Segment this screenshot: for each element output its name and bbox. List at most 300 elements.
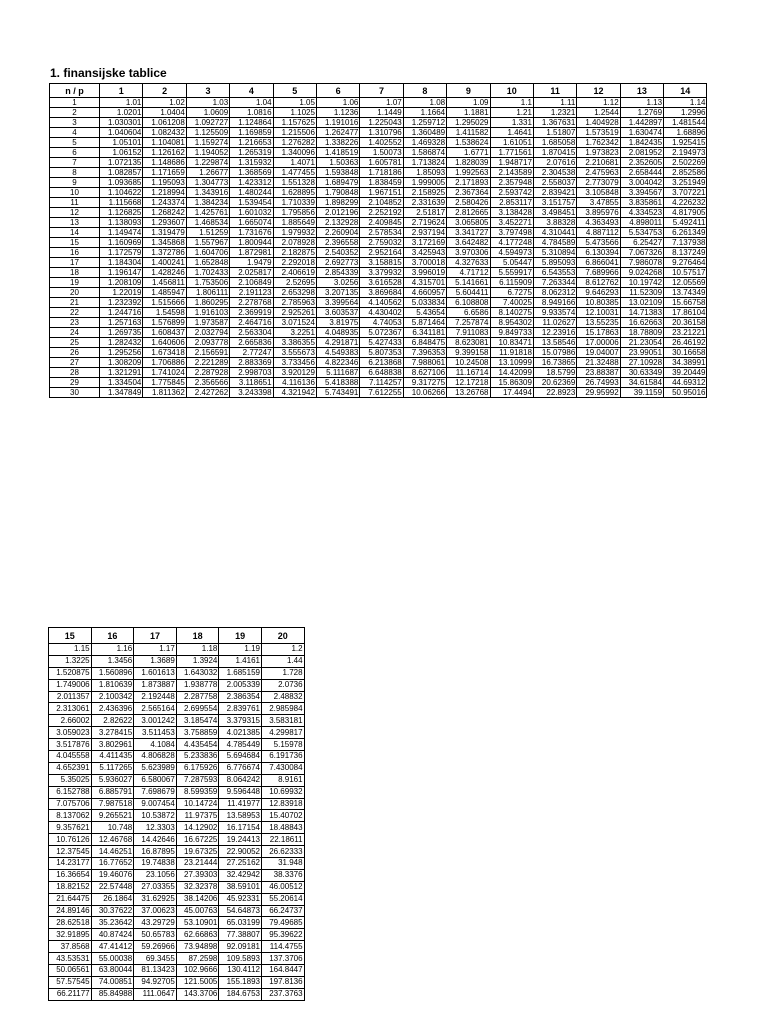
table-cell: 1.1025 <box>273 108 316 118</box>
row-period-cell: 1 <box>50 98 100 108</box>
table-cell: 2.48832 <box>261 691 304 703</box>
table-cell: 1.149474 <box>100 228 143 238</box>
table-cell: 3.185474 <box>176 715 219 727</box>
table-cell: 2.77247 <box>230 348 273 358</box>
table-row <box>49 667 305 679</box>
table-cell: 23.99051 <box>620 348 663 358</box>
table-cell: 1.673418 <box>143 348 186 358</box>
table-row <box>50 168 707 178</box>
table-cell: 1.573519 <box>577 128 620 138</box>
table-cell: 1.800944 <box>230 238 273 248</box>
table-cell: 2.883369 <box>230 358 273 368</box>
table-cell: 2.406619 <box>273 268 316 278</box>
table-cell: 1.243374 <box>143 198 186 208</box>
table-cell: 2.369919 <box>230 308 273 318</box>
column-header: 18 <box>176 628 219 644</box>
column-header: 7 <box>360 84 403 98</box>
table-cell: 19.46076 <box>91 869 134 881</box>
table-row <box>49 762 305 774</box>
table-cell: 8.954302 <box>490 318 533 328</box>
table-cell: 1.873887 <box>134 679 177 691</box>
table-cell: 1.643032 <box>176 667 219 679</box>
table-cell: 7.137938 <box>664 238 707 248</box>
table-cell: 2.210681 <box>577 158 620 168</box>
table-cell: 1.762342 <box>577 138 620 148</box>
table-cell: 17.00006 <box>577 338 620 348</box>
row-period-cell: 6 <box>50 148 100 158</box>
table-cell: 46.00512 <box>261 881 304 893</box>
table-cell: 102.9666 <box>176 965 219 977</box>
table-cell: 1.215506 <box>273 128 316 138</box>
table-cell: 2.07616 <box>533 158 576 168</box>
table-cell: 1.404928 <box>577 118 620 128</box>
column-header: 13 <box>620 84 663 98</box>
table-cell: 7.987518 <box>91 798 134 810</box>
table-cell: 4.310441 <box>533 228 576 238</box>
table-cell: 1.104081 <box>143 138 186 148</box>
table-cell: 5.233836 <box>176 751 219 763</box>
table-cell: 1.710339 <box>273 198 316 208</box>
table-cell: 1.11 <box>533 98 576 108</box>
table-cell: 2.396558 <box>316 238 359 248</box>
table-cell: 1.315932 <box>230 158 273 168</box>
table-cell: 45.92331 <box>219 893 262 905</box>
table-cell: 1.539454 <box>230 198 273 208</box>
column-header: 16 <box>91 628 134 644</box>
table-cell: 109.5893 <box>219 953 262 965</box>
table-cell: 2.143589 <box>490 168 533 178</box>
table-cell: 2.278768 <box>230 298 273 308</box>
table-cell: 19.67325 <box>176 846 219 858</box>
table-cell: 20.36158 <box>664 318 707 328</box>
table-cell: 3.379315 <box>219 715 262 727</box>
table-cell: 18.82152 <box>49 881 92 893</box>
table-cell: 4.334523 <box>620 208 663 218</box>
table-row <box>49 727 305 739</box>
table-cell: 1.1 <box>490 98 533 108</box>
table-cell: 2.952164 <box>360 248 403 258</box>
table-cell: 3.452271 <box>490 218 533 228</box>
table-cell: 1.54598 <box>143 308 186 318</box>
table-cell: 1.244716 <box>100 308 143 318</box>
table-row <box>49 846 305 858</box>
row-period-cell: 15 <box>50 238 100 248</box>
column-header: 5 <box>273 84 316 98</box>
row-period-cell: 9 <box>50 178 100 188</box>
table-cell: 1.05101 <box>100 138 143 148</box>
table-row <box>49 858 305 870</box>
table-cell: 21.32488 <box>577 358 620 368</box>
table-cell: 1.195093 <box>143 178 186 188</box>
table-cell: 16.17154 <box>219 822 262 834</box>
table-cell: 1.948717 <box>490 158 533 168</box>
table-cell: 2.565164 <box>134 703 177 715</box>
table-cell: 38.3376 <box>261 869 304 881</box>
table-cell: 3.059023 <box>49 727 92 739</box>
table-cell: 8.623081 <box>447 338 490 348</box>
table-cell: 4.327633 <box>447 258 490 268</box>
table-cell: 1.331 <box>490 118 533 128</box>
table-cell: 1.731676 <box>230 228 273 238</box>
table-row <box>50 148 707 158</box>
table-cell: 2.100342 <box>91 691 134 703</box>
table-cell: 3.555673 <box>273 348 316 358</box>
table-cell: 5.936027 <box>91 774 134 786</box>
table-cell: 1.347849 <box>100 388 143 398</box>
table-cell: 15.86309 <box>490 378 533 388</box>
table-row <box>49 739 305 751</box>
table-cell: 5.604411 <box>447 288 490 298</box>
table-cell: 1.652848 <box>186 258 229 268</box>
table-cell: 32.42942 <box>219 869 262 881</box>
table-cell: 5.534753 <box>620 228 663 238</box>
table-cell: 6.25427 <box>620 238 663 248</box>
table-cell: 2.578534 <box>360 228 403 238</box>
column-header: 11 <box>533 84 576 98</box>
table-cell: 39.20449 <box>664 368 707 378</box>
table-cell: 1.576899 <box>143 318 186 328</box>
table-cell: 1.4641 <box>490 128 533 138</box>
table-cell: 12.10031 <box>577 308 620 318</box>
table-cell: 1.604706 <box>186 248 229 258</box>
table-row <box>49 929 305 941</box>
table-cell: 14.46251 <box>91 846 134 858</box>
table-row <box>50 98 707 108</box>
table-cell: 3.758859 <box>176 727 219 739</box>
table-cell: 38.59101 <box>219 881 262 893</box>
table-cell: 65.03199 <box>219 917 262 929</box>
table-cell: 1.384234 <box>186 198 229 208</box>
table-cell: 10.19742 <box>620 278 663 288</box>
table-cell: 9.276464 <box>664 258 707 268</box>
table-cell: 23.21444 <box>176 858 219 870</box>
table-cell: 23.88387 <box>577 368 620 378</box>
table-row <box>50 228 707 238</box>
table-cell: 45.00763 <box>176 905 219 917</box>
table-cell: 12.83918 <box>261 798 304 810</box>
table-cell: 8.627106 <box>403 368 446 378</box>
table-cell: 1.16 <box>91 644 134 656</box>
table-cell: 95.39622 <box>261 929 304 941</box>
table-cell: 1.3456 <box>91 655 134 667</box>
table-cell: 17.86104 <box>664 308 707 318</box>
table-cell: 2.191123 <box>230 288 273 298</box>
table-cell: 3.386355 <box>273 338 316 348</box>
table-cell: 1.225043 <box>360 118 403 128</box>
table-cell: 8.137249 <box>664 248 707 258</box>
table-row <box>50 298 707 308</box>
row-period-cell: 26 <box>50 348 100 358</box>
table-cell: 1.126825 <box>100 208 143 218</box>
table-cell: 26.74993 <box>577 378 620 388</box>
table-cell: 10.69932 <box>261 786 304 798</box>
row-period-cell: 20 <box>50 288 100 298</box>
financial-table-part-2 <box>48 627 305 1001</box>
table-cell: 2.665836 <box>230 338 273 348</box>
table-cell: 2.156591 <box>186 348 229 358</box>
table-cell: 5.05447 <box>490 258 533 268</box>
table-cell: 22.18611 <box>261 834 304 846</box>
table-cell: 2.464716 <box>230 318 273 328</box>
table-cell: 1.411582 <box>447 128 490 138</box>
table-cell: 40.87424 <box>91 929 134 941</box>
table-cell: 74.00851 <box>91 976 134 988</box>
table-cell: 1.790848 <box>316 188 359 198</box>
column-header: 19 <box>219 628 262 644</box>
table-cell: 20.62369 <box>533 378 576 388</box>
row-period-cell: 23 <box>50 318 100 328</box>
table-cell: 1.159274 <box>186 138 229 148</box>
row-period-cell: 10 <box>50 188 100 198</box>
table-cell: 6.776674 <box>219 762 262 774</box>
table-cell: 1.811362 <box>143 388 186 398</box>
table-row <box>49 893 305 905</box>
table-cell: 32.91895 <box>49 929 92 941</box>
table-cell: 4.806828 <box>134 751 177 763</box>
table-row <box>49 715 305 727</box>
table-cell: 1.51807 <box>533 128 576 138</box>
table-cell: 1.806111 <box>186 288 229 298</box>
table-cell: 1.172579 <box>100 248 143 258</box>
table-cell: 19.74838 <box>134 858 177 870</box>
table-cell: 2.011357 <box>49 691 92 703</box>
table-cell: 9.646293 <box>577 288 620 298</box>
table-cell: 1.9479 <box>230 258 273 268</box>
table-cell: 1.979932 <box>273 228 316 238</box>
table-cell: 1.860295 <box>186 298 229 308</box>
table-cell: 1.477455 <box>273 168 316 178</box>
table-cell: 5.111687 <box>316 368 359 378</box>
table-cell: 13.58546 <box>533 338 576 348</box>
table-cell: 2.839761 <box>219 703 262 715</box>
table-cell: 1.061208 <box>143 118 186 128</box>
table-cell: 54.64873 <box>219 905 262 917</box>
table-cell: 2.287758 <box>176 691 219 703</box>
column-header: 2 <box>143 84 186 98</box>
column-header: 8 <box>403 84 446 98</box>
table-cell: 3.105848 <box>577 188 620 198</box>
table-cell: 7.612255 <box>360 388 403 398</box>
table-cell: 7.067326 <box>620 248 663 258</box>
table-cell: 4.887112 <box>577 228 620 238</box>
table-cell: 6.191736 <box>261 751 304 763</box>
table-cell: 13.10999 <box>490 358 533 368</box>
table-cell: 26.62333 <box>261 846 304 858</box>
table-cell: 1.916103 <box>186 308 229 318</box>
table-cell: 2.025817 <box>230 268 273 278</box>
row-period-cell: 19 <box>50 278 100 288</box>
table-cell: 1.885649 <box>273 218 316 228</box>
table-cell: 4.321942 <box>273 388 316 398</box>
table-cell: 2.580426 <box>447 198 490 208</box>
table-cell: 1.265319 <box>230 148 273 158</box>
table-cell: 22.8923 <box>533 388 576 398</box>
table-cell: 94.92705 <box>134 976 177 988</box>
table-cell: 3.47855 <box>577 198 620 208</box>
table-cell: 27.39303 <box>176 869 219 881</box>
table-cell: 29.95992 <box>577 388 620 398</box>
table-cell: 2.194973 <box>664 148 707 158</box>
table-cell: 24.89146 <box>49 905 92 917</box>
table-cell: 1.08 <box>403 98 446 108</box>
table-cell: 5.427433 <box>360 338 403 348</box>
table-cell: 3.517876 <box>49 739 92 751</box>
table-cell: 1.160969 <box>100 238 143 248</box>
table-cell: 1.718186 <box>360 168 403 178</box>
table-cell: 59.26966 <box>134 941 177 953</box>
table-cell: 4.549383 <box>316 348 359 358</box>
table-cell: 1.925415 <box>664 138 707 148</box>
table-cell: 1.157625 <box>273 118 316 128</box>
table-cell: 1.125509 <box>186 128 229 138</box>
row-period-cell: 25 <box>50 338 100 348</box>
table-cell: 2.593742 <box>490 188 533 198</box>
column-header: 1 <box>100 84 143 98</box>
table-header-row <box>50 84 707 98</box>
table-cell: 1.2544 <box>577 108 620 118</box>
table-cell: 1.191016 <box>316 118 359 128</box>
table-cell: 1.171659 <box>143 168 186 178</box>
table-cell: 1.304773 <box>186 178 229 188</box>
table-cell: 1.68896 <box>664 128 707 138</box>
table-cell: 15.40702 <box>261 810 304 822</box>
row-period-cell: 5 <box>50 138 100 148</box>
table-cell: 1.293607 <box>143 218 186 228</box>
table-cell: 35.23642 <box>91 917 134 929</box>
table-cell: 7.988061 <box>403 358 446 368</box>
table-cell: 4.1084 <box>134 739 177 751</box>
table-cell: 7.114257 <box>360 378 403 388</box>
table-cell: 1.06 <box>316 98 359 108</box>
table-cell: 26.46192 <box>664 338 707 348</box>
table-cell: 38.14206 <box>176 893 219 905</box>
table-cell: 11.52309 <box>620 288 663 298</box>
table-cell: 1.418519 <box>316 148 359 158</box>
table-cell: 87.2598 <box>176 953 219 965</box>
table-cell: 2.386354 <box>219 691 262 703</box>
table-cell: 1.706886 <box>143 358 186 368</box>
table-cell: 1.538624 <box>447 138 490 148</box>
table-cell: 137.3706 <box>261 953 304 965</box>
table-cell: 16.77652 <box>91 858 134 870</box>
table-cell: 5.15978 <box>261 739 304 751</box>
table-cell: 2.51817 <box>403 208 446 218</box>
table-cell: 22.90052 <box>219 846 262 858</box>
table-cell: 16.87895 <box>134 846 177 858</box>
column-header: n / p <box>50 84 100 98</box>
table-cell: 1.402552 <box>360 138 403 148</box>
table-row <box>50 178 707 188</box>
table-cell: 1.685058 <box>533 138 576 148</box>
table-cell: 5.473566 <box>577 238 620 248</box>
table-cell: 3.207135 <box>316 288 359 298</box>
table-cell: 18.5799 <box>533 368 576 378</box>
table-cell: 1.269735 <box>100 328 143 338</box>
table-cell: 121.5005 <box>176 976 219 988</box>
table-cell: 1.148686 <box>143 158 186 168</box>
table-cell: 8.140275 <box>490 308 533 318</box>
table-cell: 1.345868 <box>143 238 186 248</box>
table-cell: 2.475963 <box>577 168 620 178</box>
table-cell: 2.352605 <box>620 158 663 168</box>
table-cell: 12.23916 <box>533 328 576 338</box>
table-cell: 1.485947 <box>143 288 186 298</box>
table-cell: 6.543553 <box>533 268 576 278</box>
table-cell: 63.80044 <box>91 965 134 977</box>
table-cell: 1.308209 <box>100 358 143 368</box>
table-cell: 2.012196 <box>316 208 359 218</box>
table-row <box>50 278 707 288</box>
table-cell: 1.09 <box>447 98 490 108</box>
table-cell: 2.132928 <box>316 218 359 228</box>
table-cell: 1.12 <box>577 98 620 108</box>
table-cell: 5.871464 <box>403 318 446 328</box>
table-cell: 2.106849 <box>230 278 273 288</box>
table-cell: 111.0647 <box>134 988 177 1000</box>
table-cell: 7.075706 <box>49 798 92 810</box>
table-cell: 23.1056 <box>134 869 177 881</box>
table-cell: 3.869684 <box>360 288 403 298</box>
table-row <box>50 368 707 378</box>
table-cell: 1.601032 <box>230 208 273 218</box>
table-row <box>50 258 707 268</box>
table-cell: 5.492411 <box>664 218 707 228</box>
table-cell: 3.802961 <box>91 739 134 751</box>
table-cell: 6.7275 <box>490 288 533 298</box>
table-row <box>50 108 707 118</box>
table-cell: 1.640606 <box>143 338 186 348</box>
table-cell: 12.37545 <box>49 846 92 858</box>
table-cell: 9.357621 <box>49 822 92 834</box>
table-cell: 5.141661 <box>447 278 490 288</box>
table-cell: 11.16714 <box>447 368 490 378</box>
table-cell: 12.3303 <box>134 822 177 834</box>
financial-table-part-1 <box>49 83 707 398</box>
table-cell: 2.260904 <box>316 228 359 238</box>
table-cell: 2.171893 <box>447 178 490 188</box>
table-cell: 1.795856 <box>273 208 316 218</box>
table-cell: 2.558037 <box>533 178 576 188</box>
table-cell: 1.072135 <box>100 158 143 168</box>
table-cell: 2.409845 <box>360 218 403 228</box>
table-cell: 5.694684 <box>219 751 262 763</box>
table-cell: 8.064242 <box>219 774 262 786</box>
table-cell: 1.295256 <box>100 348 143 358</box>
table-cell: 1.05 <box>273 98 316 108</box>
table-cell: 16.62663 <box>620 318 663 328</box>
table-cell: 1.1881 <box>447 108 490 118</box>
table-cell: 2.304538 <box>533 168 576 178</box>
table-cell: 1.3689 <box>134 655 177 667</box>
table-row <box>49 679 305 691</box>
table-cell: 2.252192 <box>360 208 403 218</box>
table-cell: 4.652391 <box>49 762 92 774</box>
table-cell: 7.40025 <box>490 298 533 308</box>
table-cell: 37.00623 <box>134 905 177 917</box>
table-cell: 1.4071 <box>273 158 316 168</box>
row-period-cell: 12 <box>50 208 100 218</box>
table-cell: 1.973823 <box>577 148 620 158</box>
table-cell: 2.759032 <box>360 238 403 248</box>
table-cell: 1.442897 <box>620 118 663 128</box>
table-cell: 1.01 <box>100 98 143 108</box>
table-cell: 7.257874 <box>447 318 490 328</box>
row-period-cell: 2 <box>50 108 100 118</box>
table-cell: 1.321291 <box>100 368 143 378</box>
table-cell: 3.151757 <box>533 198 576 208</box>
table-cell: 1.4161 <box>219 655 262 667</box>
table-cell: 14.12902 <box>176 822 219 834</box>
